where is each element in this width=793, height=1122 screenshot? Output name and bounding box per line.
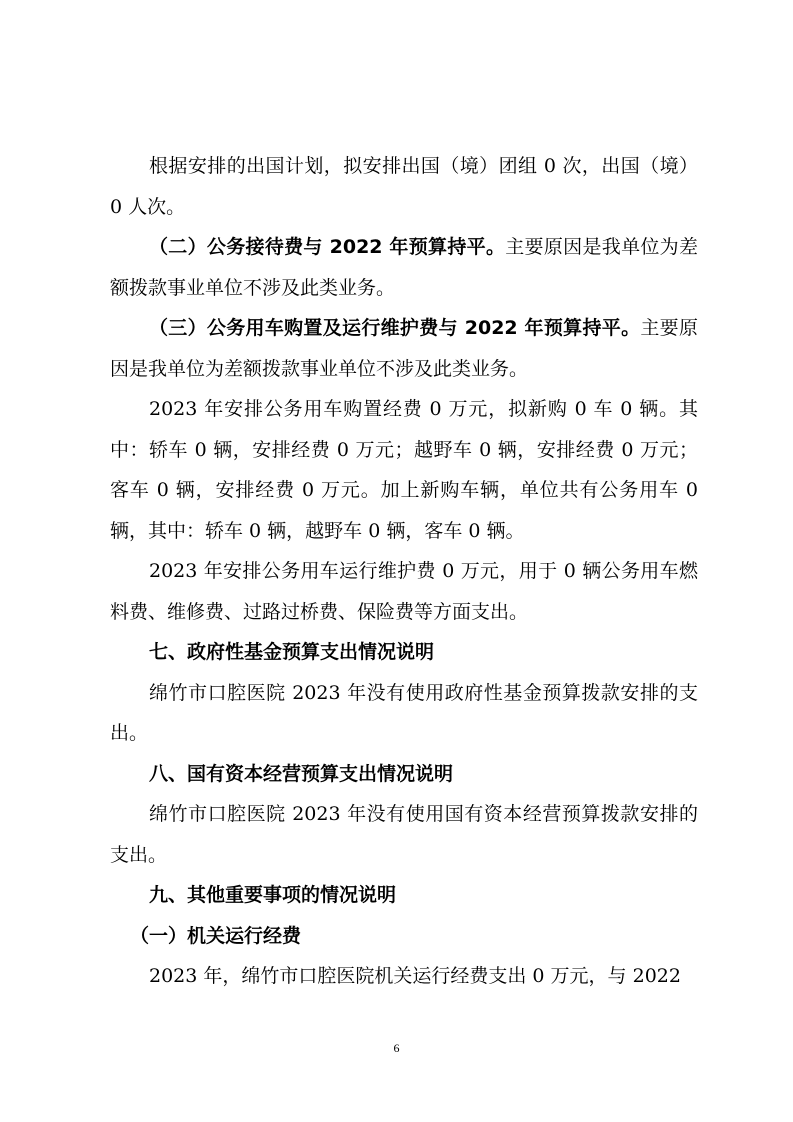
paragraph-state-capital [110,794,698,875]
heading-text: 九、其他重要事项的情况说明 [149,884,397,906]
paragraph-text: 根据安排的出国计划，拟安排出国（境）团组 0 次，出国（境）0 人次。 [110,155,698,218]
paragraph-text: 2023 年安排公务用车购置经费 0 万元，拟新购 0 车 0 辆。其中：轿车 0 辆，安排经费 0 万元；越野车 0 辆，安排经费 0 万元；客车 0 辆，安排经费 0 万元。加上新购车辆，单位共有公务用车 0 辆，其中：轿车 0 辆，越野车 0 辆，客车 0 辆。 [110,398,698,542]
paragraph-government-fund [110,673,698,754]
paragraph-operating-expenses [110,956,698,997]
paragraph-reception-expenses [110,227,698,308]
heading-text: 七、政府性基金预算支出情况说明 [149,641,435,663]
paragraph-text: 绵竹市口腔医院 2023 年没有使用政府性基金预算拨款安排的支出。 [110,681,698,744]
paragraph-text: 2023 年安排公务用车运行维护费 0 万元，用于 0 辆公务用车燃料费、维修费、过路过桥费、保险费等方面支出。 [110,560,698,623]
paragraph-vehicle-expenses [110,308,698,389]
section-heading-government-fund [110,632,698,673]
subheading-text: （一）机关运行经费 [130,924,302,947]
paragraph-text: 主要原因是我单位为差额拨款事业单位不涉及此类业务。 [110,317,698,380]
paragraph-outbound-travel [110,146,698,227]
page-number: 6 [393,1041,400,1055]
subheading-operating-expenses [110,916,698,957]
paragraph-text: 2023 年，绵竹市口腔医院机关运行经费支出 0 万元，与 2022 [149,965,681,987]
document-body [110,146,698,997]
paragraph-vehicle-purchase [110,389,698,551]
paragraph-lead: （二）公务接待费与 2022 年预算持平。 [149,236,506,258]
section-heading-other-matters [110,875,698,916]
section-heading-state-capital [110,754,698,795]
paragraph-text: 主要原因是我单位为差额拨款事业单位不涉及此类业务。 [110,236,698,299]
paragraph-vehicle-maintenance [110,551,698,632]
paragraph-text: 绵竹市口腔医院 2023 年没有使用国有资本经营预算拨款安排的支出。 [110,803,698,866]
paragraph-lead: （三）公务用车购置及运行维护费与 2022 年预算持平。 [149,317,641,339]
heading-text: 八、国有资本经营预算支出情况说明 [149,762,454,785]
